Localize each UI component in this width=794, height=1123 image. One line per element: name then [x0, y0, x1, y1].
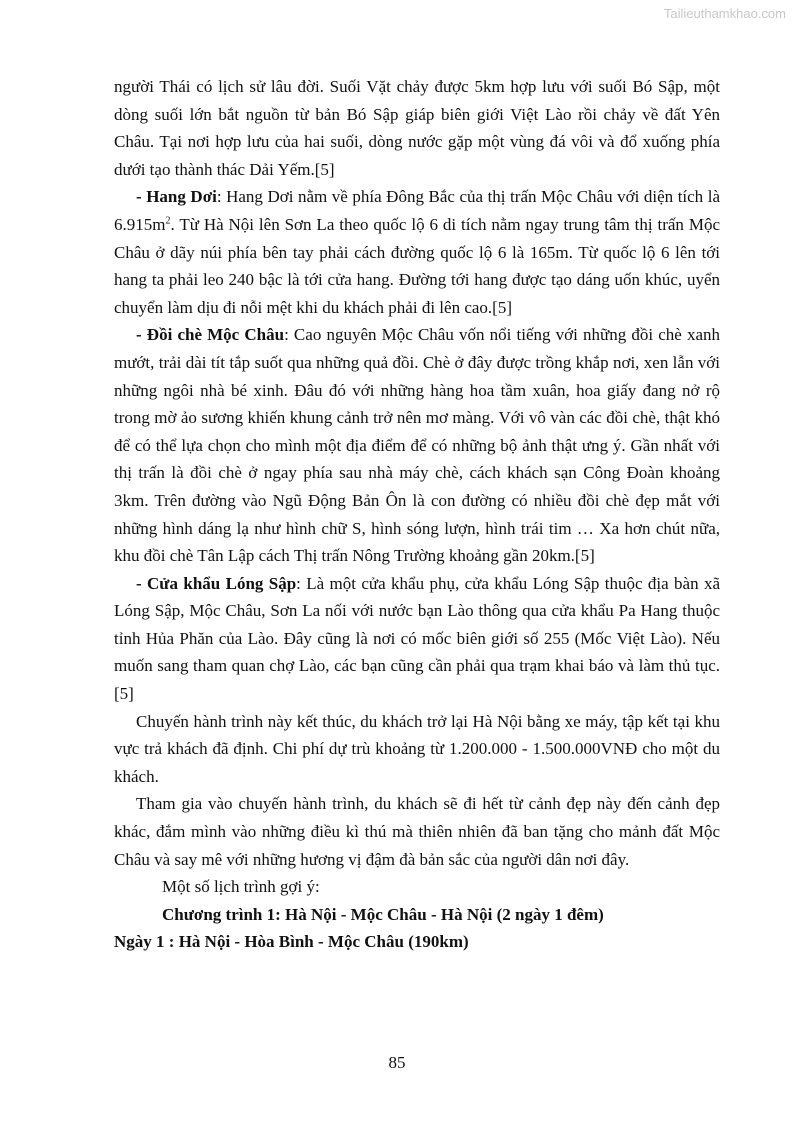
suggest-line: Một số lịch trình gợi ý: [162, 877, 320, 897]
heading-doi-che: - Đồi chè Mộc Châu [136, 325, 285, 345]
doi-che-text: : Cao nguyên Mộc Châu vốn nổi tiếng với những đồi chè xanh mướt, trải dài tít tắp suốt qua những quả đồi. Chè ở đây được trồng khắp nơi, xen lẫn với những ngôi nhà bé xinh. Đâu đó với những hàng hoa tầm xuân, hoa giấy đang nở rộ trong mờ ảo sương khiến khung cảnh trở nên mơ màng. Với vô vàn các đồi chè, thật khó để có thể lựa chọn cho mình một địa điểm để có những bộ ảnh thật ưng ý. Gần nhất với thị trấn là đồi chè ở ngay phía sau nhà máy chè, cách khách sạn Công Đoàn khoảng 3km. Trên đường vào Ngũ Động Bản Ôn là con đường có nhiều đồi chè đẹp mắt với những hình dáng lạ như hình chữ S, hình sóng lượn, hình trái tim … Xa hơn chút nữa, khu đồi chè Tân Lập cách Thị trấn Nông Trường khoảng gần 20km.[5] [114, 325, 720, 566]
paragraph-tong-ket: Tham gia vào chuyến hành trình, du khách sẽ đi hết từ cảnh đẹp này đến cảnh đẹp khác, đắm mình vào những điều kì thú mà thiên nhiên đã ban tặng cho mảnh đất Mộc Châu và say mê với những hương vị đậm đà bản sắc của người dân nơi đây. [114, 794, 720, 869]
document-body [114, 73, 720, 956]
paragraph-cua-khau [114, 570, 720, 708]
superscript-2: 2 [165, 215, 171, 227]
hang-doi-text-a: : Hang Dơi nằm về phía Đông Bắc của thị trấn Mộc Châu với diện tích là 6.915m [114, 187, 720, 234]
day-1-heading: Ngày 1 : Hà Nội - Hòa Bình - Mộc Châu (190km) [114, 932, 469, 952]
hang-doi-text-b: . Từ Hà Nội lên Sơn La theo quốc lộ 6 di tích nằm ngay trung tâm thị trấn Mộc Châu ở dãy núi phía bên tay phải cách đường quốc lộ 6 là 165m. Từ quốc lộ 6 lên tới hang ta phải leo 240 bậc là tới cửa hang. Đường tới hang được tạo dáng uốn khúc, uyển chuyển làm dịu đi nỗi mệt khi du khách phải đi lên cao.[5] [114, 214, 720, 317]
heading-cua-khau: - Cửa khẩu Lóng Sập [136, 573, 297, 593]
paragraph-hang-doi [114, 183, 720, 321]
page-number: 85 [388, 1053, 406, 1072]
paragraph-ket-thuc: Chuyến hành trình này kết thúc, du khách trở lại Hà Nội bằng xe máy, tập kết tại khu vực trả khách đã định. Chi phí dự trù khoảng từ 1.200.000 - 1.500.000VNĐ cho một du khách. [114, 711, 720, 786]
cua-khau-text: : Là một cửa khẩu phụ, cửa khẩu Lóng Sập thuộc địa bàn xã Lóng Sập, Mộc Châu, Sơn La nối với nước bạn Lào thông qua cửa khẩu Pa Hang thuộc tỉnh Hủa Phăn của Lào. Đây cũng là nơi có mốc biên giới số 255 (Mốc Việt Lào). Nếu muốn sang tham quan chợ Lào, các bạn cũng cần phải qua trạm khai báo và làm thủ tục.[5] [114, 573, 720, 704]
watermark-text: Tailieuthamkhao.com [663, 6, 786, 21]
program-title: Chương trình 1: Hà Nội - Mộc Châu - Hà Nội (2 ngày 1 đêm) [162, 904, 604, 924]
paragraph-doi-che [114, 321, 720, 569]
paragraph-thac-dai-yem: người Thái có lịch sử lâu đời. Suối Vặt chảy được 5km hợp lưu với suối Bó Sập, một dòng suối lớn bắt nguồn từ bản Bó Sập giáp biên giới Việt Lào rồi chảy về đất Yên Châu. Tại nơi hợp lưu của hai suối, dòng nước gặp một vùng đá vôi và đổ xuống phía dưới tạo thành thác Dải Yếm.[5] [114, 77, 720, 179]
heading-hang-doi: - Hang Dơi [136, 187, 217, 207]
